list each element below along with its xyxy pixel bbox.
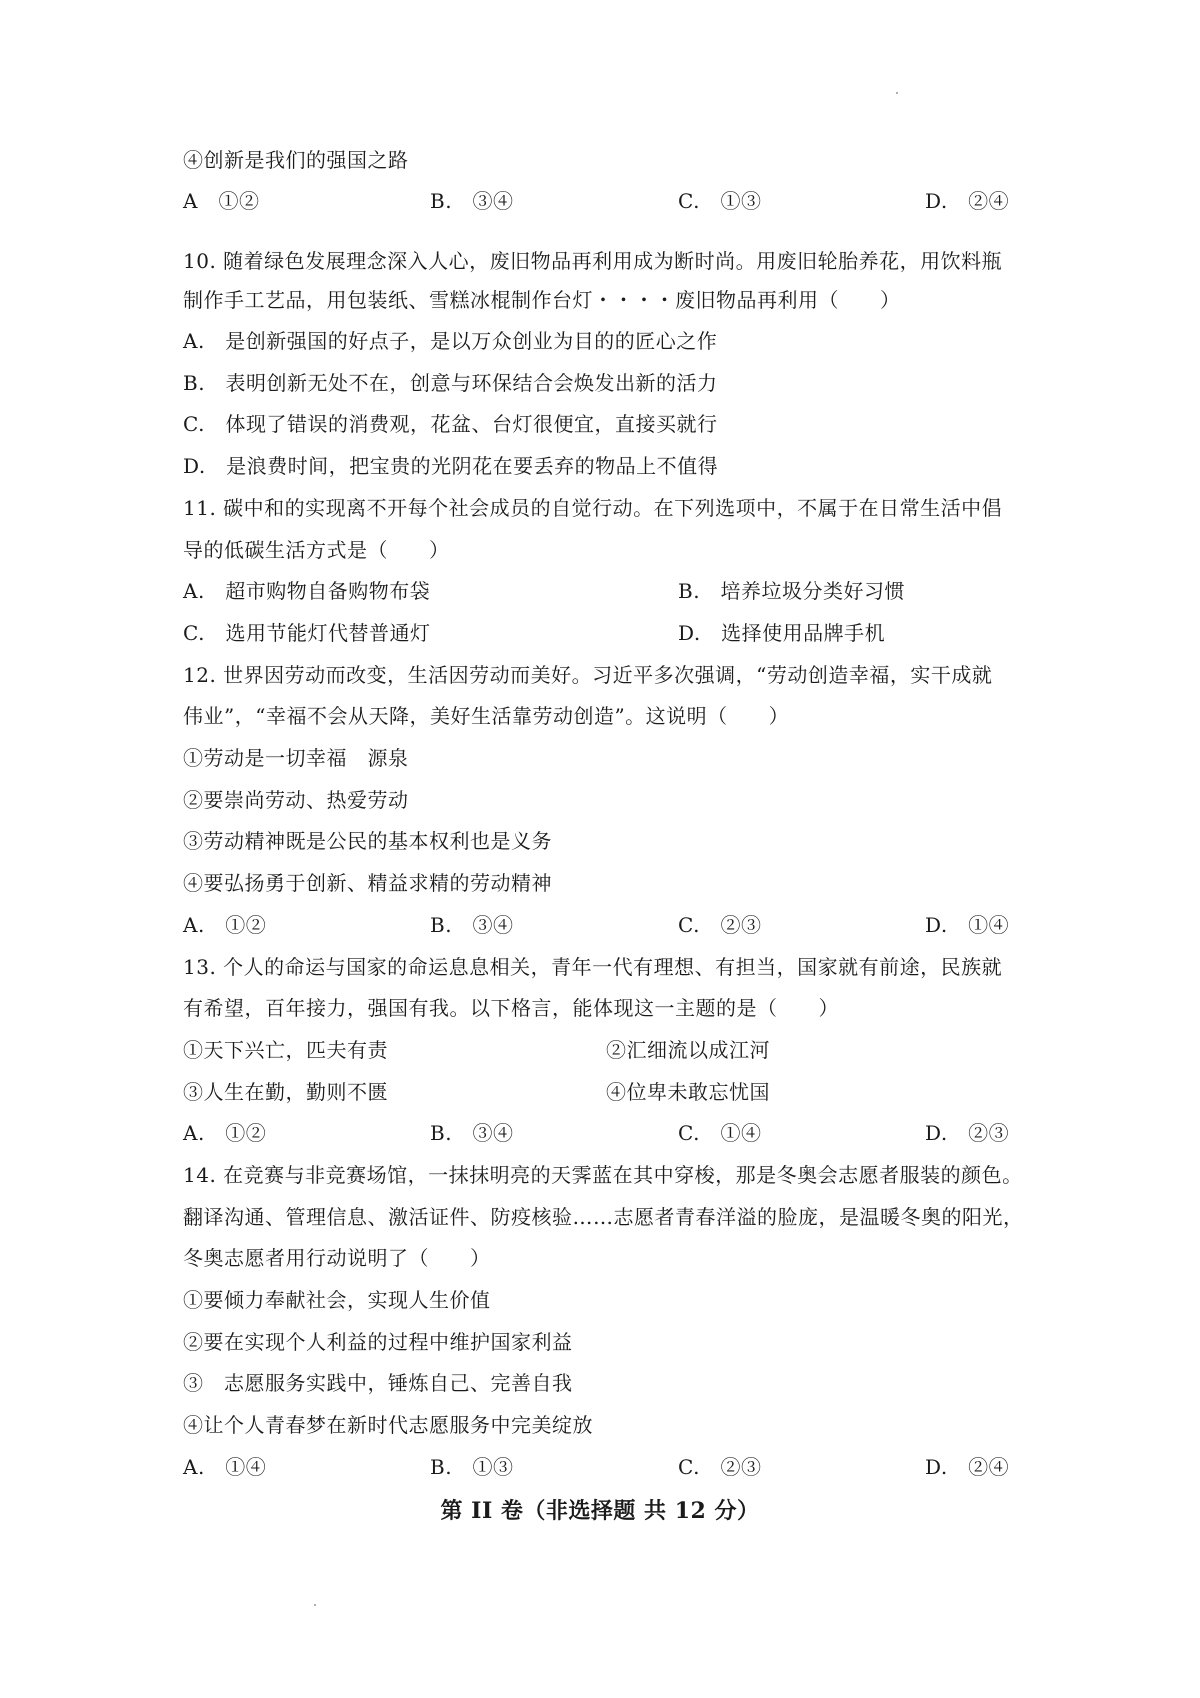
q11-choice-d: D. 选择使用品牌手机 (678, 621, 886, 645)
q12-stem-line-1: 12. 世界因劳动而改变，生活因劳动而美好。习近平多次强调，“劳动创造幸福，实干成就 (183, 663, 993, 687)
q14-option-2: ②要在实现个人利益的过程中维护国家利益 (183, 1330, 573, 1354)
scan-speck (896, 92, 898, 94)
q9-choice-a: A ①② (183, 189, 260, 213)
q11-choice-a: A. 超市购物自备购物布袋 (183, 579, 431, 603)
q14-option-4: ④让个人青春梦在新时代志愿服务中完美绽放 (183, 1413, 593, 1437)
q14-stem-line-2: 翻译沟通、管理信息、激活证件、防疫核验……志愿者青春洋溢的脸庞，是温暖冬奥的阳光， (183, 1205, 1024, 1229)
q10-stem-line-2: 制作手工艺品，用包装纸、雪糕冰棍制作台灯・・・・废旧物品再利用（ ） (183, 288, 901, 312)
q13-option-1: ①天下兴亡，匹夫有责 (183, 1038, 388, 1062)
q13-stem-line-1: 13. 个人的命运与国家的命运息息相关，青年一代有理想、有担当，国家就有前途，民族就 (183, 955, 1003, 979)
q13-choice-b: B. ③④ (430, 1121, 514, 1145)
q11-choice-b: B. 培养垃圾分类好习惯 (678, 579, 906, 603)
q14-choice-c: C. ②③ (678, 1455, 762, 1479)
q14-option-1: ①要倾力奉献社会，实现人生价值 (183, 1288, 491, 1312)
q12-option-2: ②要崇尚劳动、热爱劳动 (183, 788, 409, 812)
q9-choice-c: C. ①③ (678, 189, 762, 213)
q12-choice-c: C. ②③ (678, 913, 762, 937)
q13-option-4: ④位卑未敢忘忧国 (606, 1080, 770, 1104)
q10-stem-line-1: 10. 随着绿色发展理念深入人心，废旧物品再利用成为断时尚。用废旧轮胎养花，用饮料瓶 (183, 249, 1003, 273)
q12-choice-a: A. ①② (183, 913, 267, 937)
q14-option-3: ③ 志愿服务实践中，锤炼自己、完善自我 (183, 1371, 573, 1395)
q11-stem-line-1: 11. 碳中和的实现离不开每个社会成员的自觉行动。在下列选项中，不属于在日常生活中倡 (183, 496, 1003, 520)
q11-choice-c: C. 选用节能灯代替普通灯 (183, 621, 431, 645)
q12-choice-b: B. ③④ (430, 913, 514, 937)
q9-option-4: ④创新是我们的强国之路 (183, 148, 409, 172)
section-2-title: 第 II 卷（非选择题 共 12 分） (440, 1498, 760, 1524)
q9-choice-d: D. ②④ (925, 189, 1010, 213)
q13-option-2: ②汇细流以成江河 (606, 1038, 770, 1062)
q13-option-3: ③人生在勤，勤则不匮 (183, 1080, 388, 1104)
q10-choice-b: B. 表明创新无处不在，创意与环保结合会焕发出新的活力 (183, 371, 718, 395)
q14-stem-line-1: 14. 在竞赛与非竞赛场馆，一抹抹明亮的天霁蓝在其中穿梭，那是冬奥会志愿者服装的颜色。 (183, 1163, 1023, 1187)
q13-choice-a: A. ①② (183, 1121, 267, 1145)
q14-choice-b: B. ①③ (430, 1455, 514, 1479)
scan-speck (314, 1604, 316, 1606)
q12-choice-d: D. ①④ (925, 913, 1010, 937)
q12-option-1: ①劳动是一切幸福 源泉 (183, 746, 409, 770)
q14-stem-line-3: 冬奥志愿者用行动说明了（ ） (183, 1246, 491, 1270)
q10-choice-c: C. 体现了错误的消费观，花盆、台灯很便宜，直接买就行 (183, 412, 718, 436)
q12-option-3: ③劳动精神既是公民的基本权利也是义务 (183, 829, 552, 853)
q12-stem-line-2: 伟业”，“幸福不会从天降，美好生活靠劳动创造”。这说明（ ） (183, 704, 790, 728)
q14-choice-d: D. ②④ (925, 1455, 1010, 1479)
q13-stem-line-2: 有希望，百年接力，强国有我。以下格言，能体现这一主题的是（ ） (183, 996, 839, 1020)
q10-choice-a: A. 是创新强国的好点子，是以万众创业为目的的匠心之作 (183, 329, 718, 353)
q9-choice-b: B. ③④ (430, 189, 514, 213)
q13-choice-d: D. ②③ (925, 1121, 1010, 1145)
q12-option-4: ④要弘扬勇于创新、精益求精的劳动精神 (183, 871, 552, 895)
q11-stem-line-2: 导的低碳生活方式是（ ） (183, 538, 450, 562)
q13-choice-c: C. ①④ (678, 1121, 762, 1145)
q10-choice-d: D. 是浪费时间，把宝贵的光阴花在要丢弃的物品上不值得 (183, 454, 719, 478)
q14-choice-a: A. ①④ (183, 1455, 267, 1479)
